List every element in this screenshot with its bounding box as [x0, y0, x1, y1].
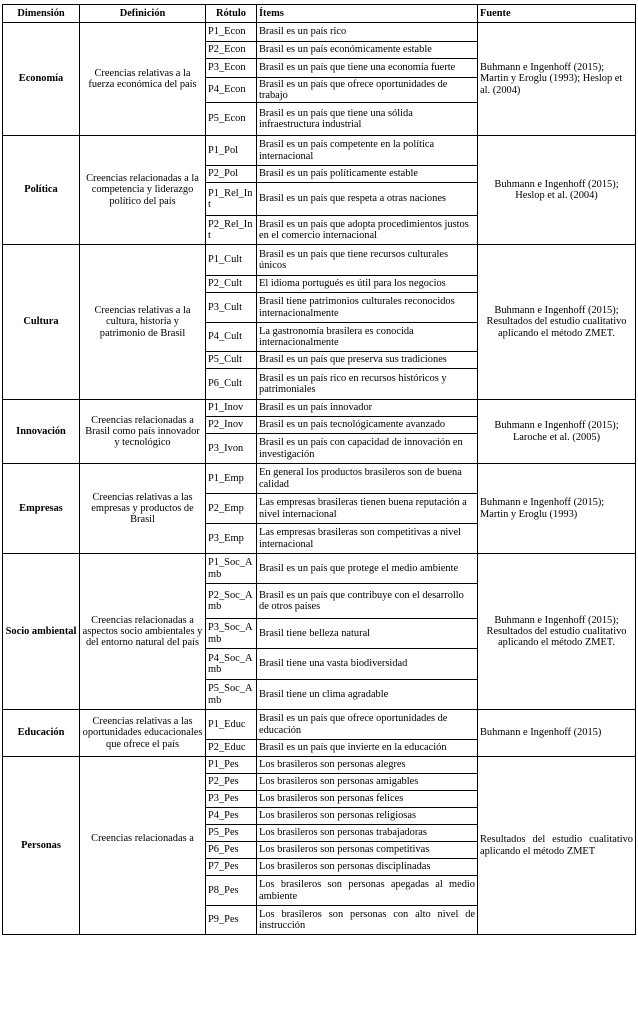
item-cell: El idioma portugués es útil para los negocios	[257, 276, 478, 293]
label-cell: P2_Soc_Amb	[206, 584, 257, 619]
source-cell: Resultados del estudio cualitativo aplicando el método ZMET	[478, 757, 636, 935]
table-row	[3, 23, 636, 42]
dimension-cell: Política	[3, 136, 80, 245]
item-cell: Brasil es un país que tiene una sólida infraestructura industrial	[257, 103, 478, 136]
table-row	[3, 464, 636, 494]
label-cell: P6_Pes	[206, 842, 257, 859]
dimension-cell: Educación	[3, 710, 80, 757]
definition-cell: Creencias relativas a la cultura, historia y patrimonio de Brasil	[80, 245, 206, 400]
table-row	[3, 136, 636, 166]
item-cell: Los brasileros son personas felices	[257, 791, 478, 808]
header-row	[3, 5, 636, 23]
source-cell: Buhmann e Ingenhoff (2015); Martin y Eroglu (1993)	[478, 464, 636, 554]
label-cell: P5_Econ	[206, 103, 257, 136]
label-cell: P2_Rel_Int	[206, 216, 257, 245]
table-row	[3, 554, 636, 584]
source-cell: Buhmann e Ingenhoff (2015); Resultados del estudio cualitativo aplicando el método ZMET.	[478, 245, 636, 400]
label-cell: P6_Cult	[206, 369, 257, 400]
label-cell: P2_Inov	[206, 417, 257, 434]
item-cell: Brasil es un país con capacidad de innovación en investigación	[257, 434, 478, 464]
item-cell: Los brasileros son personas competitivas	[257, 842, 478, 859]
label-cell: P1_Pol	[206, 136, 257, 166]
label-cell: P2_Pol	[206, 166, 257, 183]
dimension-cell: Cultura	[3, 245, 80, 400]
label-cell: P1_Pes	[206, 757, 257, 774]
item-cell: Brasil es un país rico	[257, 23, 478, 42]
definition-cell: Creencias relacionadas a la competencia y liderazgo político del país	[80, 136, 206, 245]
label-cell: P8_Pes	[206, 876, 257, 906]
label-cell: P3_Pes	[206, 791, 257, 808]
item-cell: La gastronomía brasilera es conocida internacionalmente	[257, 323, 478, 352]
definition-cell: Creencias relacionadas a Brasil como país innovador y tecnológico	[80, 400, 206, 464]
label-cell: P5_Pes	[206, 825, 257, 842]
label-cell: P3_Ivon	[206, 434, 257, 464]
label-cell: P1_Inov	[206, 400, 257, 417]
label-cell: P3_Cult	[206, 293, 257, 323]
item-cell: Los brasileros son personas disciplinadas	[257, 859, 478, 876]
item-cell: Brasil es un país que tiene recursos culturales únicos	[257, 245, 478, 276]
item-cell: Los brasileros son personas amigables	[257, 774, 478, 791]
label-cell: P4_Soc_Amb	[206, 649, 257, 680]
item-cell: Brasil es un país tecnológicamente avanzado	[257, 417, 478, 434]
label-cell: P4_Pes	[206, 808, 257, 825]
table-row	[3, 245, 636, 276]
label-cell: P5_Cult	[206, 352, 257, 369]
definition-cell: Creencias relativas a las oportunidades educacionales que ofrece el país	[80, 710, 206, 757]
item-cell: Brasil es un país que preserva sus tradiciones	[257, 352, 478, 369]
dimension-cell: Innovación	[3, 400, 80, 464]
item-cell: Brasil es un país que ofrece oportunidades de educación	[257, 710, 478, 740]
item-cell: Brasil es un país políticamente estable	[257, 166, 478, 183]
table-body	[3, 23, 636, 935]
header-source: Fuente	[478, 5, 636, 23]
header-items: Ítems	[257, 5, 478, 23]
label-cell: P1_Rel_Int	[206, 183, 257, 216]
item-cell: Brasil tiene un clima agradable	[257, 680, 478, 710]
source-cell: Buhmann e Ingenhoff (2015); Resultados del estudio cualitativo aplicando el método ZMET.	[478, 554, 636, 710]
definition-cell: Creencias relacionadas a	[80, 757, 206, 935]
item-cell: Las empresas brasileras son competitivas a nivel internacional	[257, 524, 478, 554]
item-cell: Los brasileros son personas apegadas al medio ambiente	[257, 876, 478, 906]
label-cell: P2_Cult	[206, 276, 257, 293]
item-cell: Las empresas brasileras tienen buena reputación a nivel internacional	[257, 494, 478, 524]
item-cell: En general los productos brasileros son de buena calidad	[257, 464, 478, 494]
dimension-cell: Empresas	[3, 464, 80, 554]
table-row	[3, 710, 636, 740]
header-definition: Definición	[80, 5, 206, 23]
label-cell: P1_Educ	[206, 710, 257, 740]
table-row	[3, 757, 636, 774]
header-dimension: Dimensión	[3, 5, 80, 23]
item-cell: Brasil es un país que protege el medio ambiente	[257, 554, 478, 584]
item-cell: Brasil es un país que tiene una economía fuerte	[257, 59, 478, 78]
items-table	[2, 4, 636, 935]
item-cell: Brasil es un país que adopta procedimientos justos en el comercio internacional	[257, 216, 478, 245]
item-cell: Brasil es un país económicamente estable	[257, 42, 478, 59]
label-cell: P1_Cult	[206, 245, 257, 276]
definition-cell: Creencias relacionadas a aspectos socio ambientales y del entorno natural del país	[80, 554, 206, 710]
label-cell: P4_Cult	[206, 323, 257, 352]
label-cell: P3_Soc_Amb	[206, 619, 257, 649]
item-cell: Brasil es un país que invierte en la educación	[257, 740, 478, 757]
definition-cell: Creencias relativas a la fuerza económica del país	[80, 23, 206, 136]
item-cell: Brasil es un país innovador	[257, 400, 478, 417]
definition-cell: Creencias relativas a las empresas y productos de Brasil	[80, 464, 206, 554]
item-cell: Brasil tiene belleza natural	[257, 619, 478, 649]
item-cell: Brasil tiene patrimonios culturales reconocidos internacionalmente	[257, 293, 478, 323]
label-cell: P1_Econ	[206, 23, 257, 42]
label-cell: P3_Emp	[206, 524, 257, 554]
label-cell: P2_Econ	[206, 42, 257, 59]
source-cell: Buhmann e Ingenhoff (2015); Laroche et al. (2005)	[478, 400, 636, 464]
item-cell: Brasil es un país que respeta a otras naciones	[257, 183, 478, 216]
item-cell: Los brasileros son personas trabajadoras	[257, 825, 478, 842]
label-cell: P3_Econ	[206, 59, 257, 78]
item-cell: Brasil tiene una vasta biodiversidad	[257, 649, 478, 680]
dimension-cell: Economía	[3, 23, 80, 136]
label-cell: P9_Pes	[206, 906, 257, 935]
label-cell: P1_Soc_Amb	[206, 554, 257, 584]
item-cell: Brasil es un país que contribuye con el desarrollo de otros países	[257, 584, 478, 619]
source-cell: Buhmann e Ingenhoff (2015)	[478, 710, 636, 757]
item-cell: Los brasileros son personas religiosas	[257, 808, 478, 825]
dimension-cell: Socio ambiental	[3, 554, 80, 710]
source-cell: Buhmann e Ingenhoff (2015); Martin y Eroglu (1993); Heslop et al. (2004)	[478, 23, 636, 136]
label-cell: P5_Soc_Amb	[206, 680, 257, 710]
label-cell: P4_Econ	[206, 78, 257, 103]
label-cell: P2_Emp	[206, 494, 257, 524]
label-cell: P7_Pes	[206, 859, 257, 876]
item-cell: Brasil es un país competente en la política internacional	[257, 136, 478, 166]
header-label: Rótulo	[206, 5, 257, 23]
item-cell: Brasil es un país rico en recursos históricos y patrimoniales	[257, 369, 478, 400]
table-row	[3, 400, 636, 417]
label-cell: P2_Educ	[206, 740, 257, 757]
dimension-cell: Personas	[3, 757, 80, 935]
label-cell: P2_Pes	[206, 774, 257, 791]
item-cell: Los brasileros son personas alegres	[257, 757, 478, 774]
item-cell: Brasil es un país que ofrece oportunidades de trabajo	[257, 78, 478, 103]
item-cell: Los brasileros son personas con alto nivel de instrucción	[257, 906, 478, 935]
label-cell: P1_Emp	[206, 464, 257, 494]
source-cell: Buhmann e Ingenhoff (2015); Heslop et al. (2004)	[478, 136, 636, 245]
